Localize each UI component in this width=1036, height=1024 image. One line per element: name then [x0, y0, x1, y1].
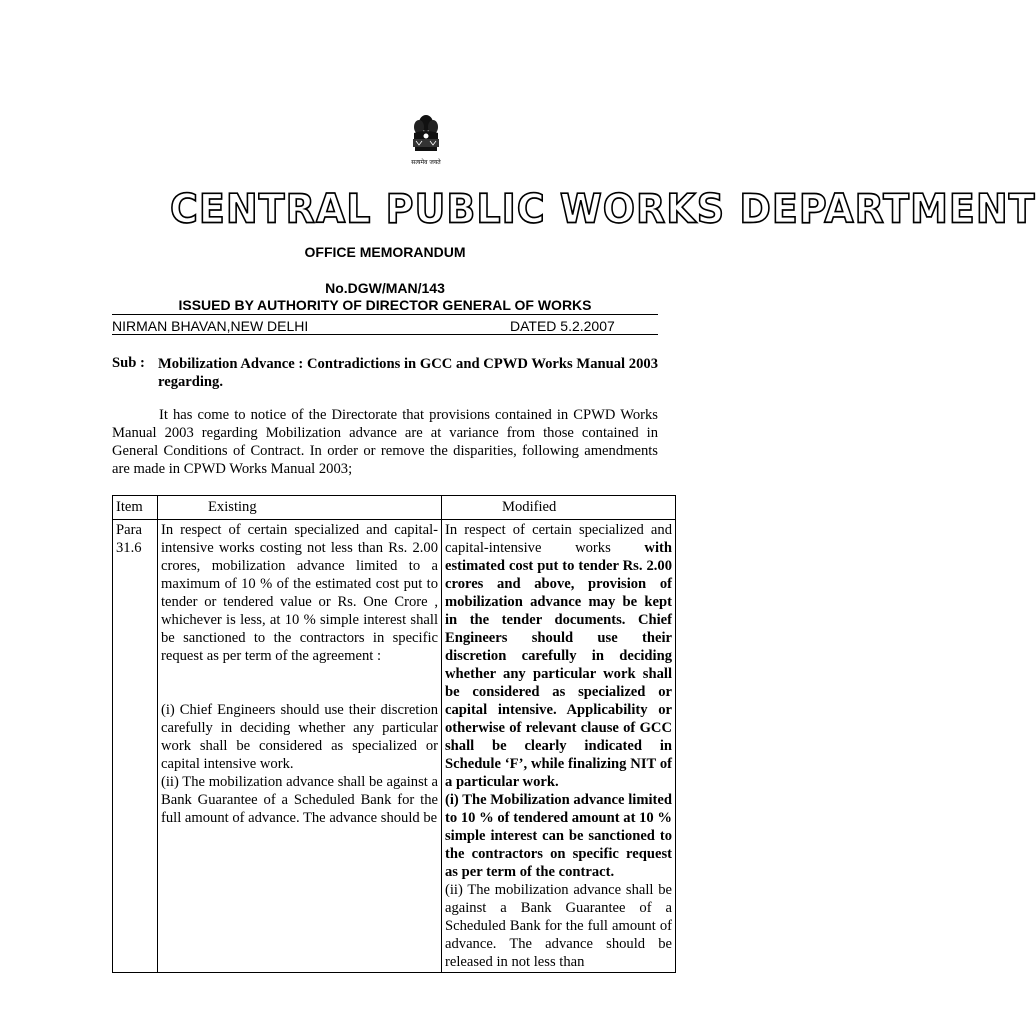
- body-paragraph: It has come to notice of the Directorate that provisions contained in CPWD Works Manual 2003 regarding Mobilization advance are at variance from those contained in General Conditions of Contract. In order or remove the disparities, following amendments are made in CPWD Works Manual 2003;: [112, 407, 658, 477]
- issue-date: DATED 5.2.2007: [510, 318, 615, 334]
- table-header-row: [113, 496, 676, 520]
- subject-label: Sub :: [112, 355, 145, 371]
- column-header-item: Item: [113, 496, 158, 520]
- divider: [112, 334, 658, 335]
- modified-clause-i: (i) The Mobilization advance limited to 10 % of tendered amount at 10 % simple interest can be sanctioned to the contractors on specific request as per term of the contract.: [445, 792, 672, 880]
- department-title: CENTRAL PUBLIC WORKS DEPARTMENT: [170, 185, 1036, 233]
- existing-clause-i: (i) Chief Engineers should use their discretion carefully in deciding whether any particular work shall be considered as specialized or capital intensive work.: [161, 702, 438, 772]
- item-cell: Para 31.6: [113, 520, 158, 973]
- amendment-table: [112, 495, 676, 973]
- memo-number: No.DGW/MAN/143: [325, 280, 445, 296]
- column-header-existing: Existing: [158, 496, 442, 520]
- subject-text: Mobilization Advance : Contradictions in GCC and CPWD Works Manual 2003 regarding.: [158, 356, 658, 390]
- existing-cell: [158, 520, 442, 973]
- memo-type: OFFICE MEMORANDUM: [304, 244, 466, 260]
- modified-intro-bold: with estimated cost put to tender Rs. 2.00 crores and above, provision of mobilization advance may be kept in the tender documents. Chief Engineers should use their discretion carefully in deciding whether any particular work shall be considered as specialized or capital intensive. Applicability or otherwise of relevant clause of GCC shall be clearly indicated in Schedule ‘F’, while finalizing NIT of a particular work.: [445, 540, 672, 790]
- modified-clause-intro: [445, 521, 672, 791]
- national-emblem-icon: [408, 113, 444, 173]
- existing-clause-ii: (ii) The mobilization advance shall be against a Bank Guarantee of a Scheduled Bank for the full amount of advance. The advance should be: [161, 774, 438, 826]
- issue-place: NIRMAN BHAVAN,NEW DELHI: [112, 318, 309, 334]
- table-row: [113, 520, 676, 973]
- modified-cell: [442, 520, 676, 973]
- modified-intro-plain: In respect of certain specialized and capital-intensive works: [445, 522, 672, 556]
- divider: [112, 314, 658, 315]
- emblem-motto: सत्यमेव जयते: [411, 159, 441, 166]
- column-header-modified: Modified: [442, 496, 676, 520]
- issued-by: ISSUED BY AUTHORITY OF DIRECTOR GENERAL OF WORKS: [178, 297, 592, 313]
- existing-clause-intro: In respect of certain specialized and capital-intensive works costing not less than Rs. 2.00 crores, mobilization advance limited to a maximum of 10 % of the estimated cost put to tender or tendered value or Rs. One Crore , whichever is less, at 10 % simple interest shall be sanctioned to the contractors in specific request as per term of the agreement :: [161, 522, 438, 664]
- modified-clause-ii: (ii) The mobilization advance shall be against a Bank Guarantee of a Scheduled Bank for the full amount of advance. The advance should be released in not less than: [445, 882, 672, 970]
